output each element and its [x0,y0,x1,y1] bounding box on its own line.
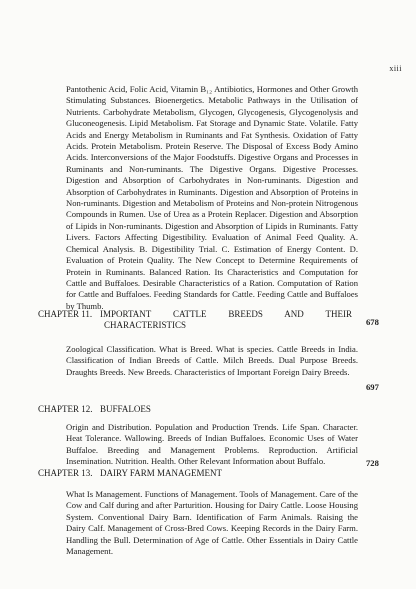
page-number: xiii [389,64,402,73]
chapter-11-title [100,309,352,332]
chapter-13-summary: What Is Management. Functions of Management. Tools of Management. Care of the Cow and Calf during and after Parturition. Housing for Dairy Cattle. Loose Housing System. Conventional Dairy Barn. Identification of Farm Animals. Raising the Dairy Calf. Management of Cross-Bred Cows. Keeping Records in the Dairy Farm. Handling the Bull. Determination of Age of Cattle. Other Essentials in Dairy Cattle Management. [66,489,358,557]
chapter-11-title-line1: IMPORTANT CATTLE BREEDS AND THEIR [100,309,352,319]
chapter-11-page: 678 [366,317,379,327]
chapter-11-summary: Zoological Classification. What is Breed. What is species. Cattle Breeds in India. Classification of Indian Breeds of Cattle. Milch Breeds. Dual Purpose Breeds. Draughts Breeds. New Breeds. Characteristics of Important Foreign Dairy Breeds. [66,344,358,377]
chapter-12-heading [38,404,358,415]
chapter-12-page: 697 [366,382,379,392]
chapter-12-summary: Origin and Distribution. Population and Production Trends. Life Span. Character. Heat Tolerance. Wallowing. Breeds of Indian Buffaloes. Economic Uses of Water Buffaloe. Breeding and Management Problems. Reproduction. Artificial Insemination. Nutrition. Health. Other Relevant Information about Buffalo. [66,422,358,467]
chapter-13-heading [38,468,358,479]
chapter-11-title-line2: CHARACTERISTICS [104,320,187,331]
chapter-12-title: BUFFALOES [100,404,151,414]
chapter-11-label: CHAPTER 11. [38,309,93,319]
intro-paragraph: Pantothenic Acid, Folic Acid, Vitamin B₁₂ Antibiotics, Hormones and Other Growth Stimulating Substances. Bioenergetics. Metabolic Pathways in the Utilisation of Nutrients. Carbohydrate Metabolism, Glycogen, Glycogenesis, Glycogenolysis and Gluconeogenesis. Lipid Metabolism. Fat Storage and Dynamic State. Volatile. Fatty Acids and Energy Metabolism in Ruminants and Fat Synthesis. Oxidation of Fatty Acids. Protein Metabolism. Protein Reserve. The Disposal of Excess Body Amino Acids. Interconversions of the Major Foodstuffs. Digestive Organs and Processes in Ruminants and Non-ruminants. The Digestive Organs. Digestive Processes. Digestion and Absorption of Carbohydrates in Non-ruminants. Digestion and Absorption of Carbohydrates in Ruminants. Digestion and Absorption of Proteins in Non-ruminants. Digestion and Metabolism of Proteins and Non-protein Nitrogenous Compounds in Rumen. Use of Urea as a Protein Replacer. Digestion and Absorption of Lipids in Non-ruminants. Digestion and Absorption of Lipids in Ruminants. Fatty Livers. Factors Affecting Digestibility. Evaluation of Animal Feed Quality. A. Chemical Analysis. B. Digestibility Trial. C. Estimation of Energy Content. D. Evaluation of Protein Quality. The New Concept to Determine Requirements of Protein in Ruminants. Balanced Ration. Its Characteristics and Computation for Cattle and Buffaloes. Desirable Characteristics of a Ration. Computation of Ration for Cattle and Buffaloes. Feeding Standards for Cattle. Feeding Cattle and Buffaloes by Thumb. [66,84,358,311]
chapter-12-label: CHAPTER 12. [38,404,93,414]
chapter-13-page: 728 [366,458,379,468]
chapter-13-title: DAIRY FARM MANAGEMENT [100,468,223,478]
chapter-13-label: CHAPTER 13. [38,468,93,478]
chapter-11-heading [38,309,358,332]
